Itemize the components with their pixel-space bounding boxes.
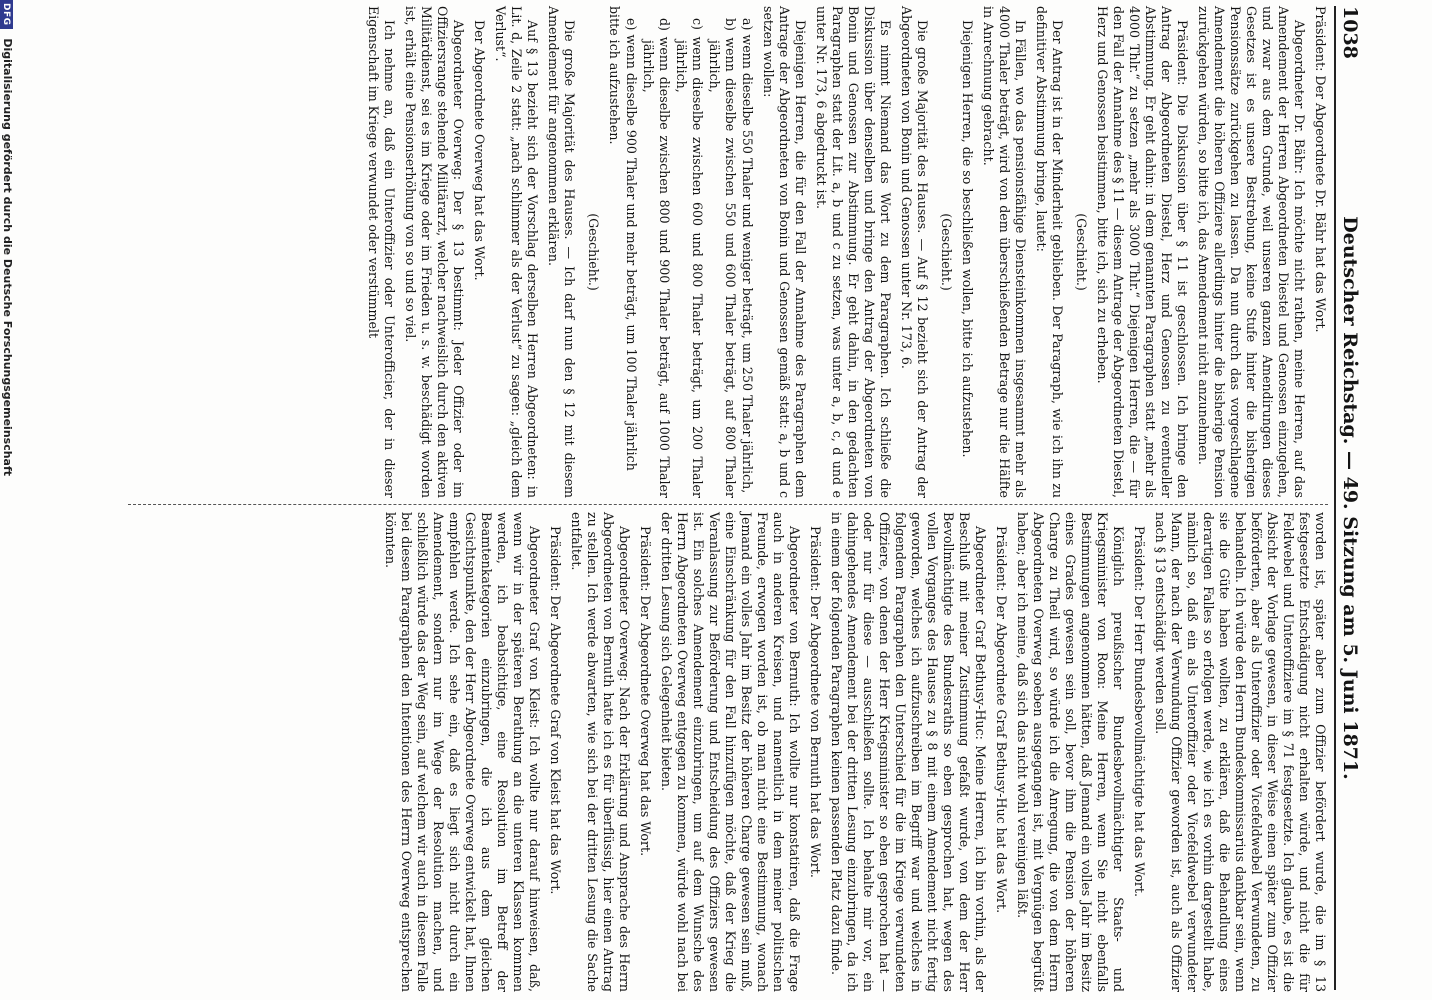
paragraph: Abgeordneter Graf Bethusy-Huc: Meine Herren, ich bin vorhin, als der Beschluß mit meiner Zustimmung gefaßt wurde, von dem der Herr Bevollmächtigte des Bundesraths so eben gesprochen hat, wegen des vollen Vorganges des Hauses zu § 8 mit einem Amendement nicht fertig geworden, welches ich aufzuschreiben im Begriff war und welches in folgendem Paragraphen den Unterschied für die im Kriege verwundeten Offiziere, von denen der Herr Kriegsminister so eben gesprochen hat — oder nur für diese — ausschließen sollte. Ich behalte mir vor, ein dahingehendes Amendement bei der dritten Lesung einzubringen, da ich in einem der folgenden Paragraphen keinen passenden Platz dazu finde. bbox=[829, 512, 988, 992]
quoted-paragraph: In Fällen, wo das pensionsfähige Diensteinkommen insgesammt mehr als 4000 Thaler beträgt, wird von dem überschießenden Betrage nur die Hälfte in Anrechnung gebracht. bbox=[981, 6, 1028, 498]
paragraph: Auf § 13 bezieht sich der Vorschlag derselben Herren Abgeordneten: in Lit. d, Zeile 2 statt: „nach schlimmer als der Verlust“ zu sagen: „gleich dem Verlust“. bbox=[493, 6, 540, 498]
column-divider bbox=[128, 504, 1328, 506]
list-item: c) wenn dieselbe zwischen 600 und 800 Thaler beträgt, um 200 Thaler jährlich, bbox=[674, 18, 705, 498]
paragraph: Abgeordneter Overweg: Nach der Erklärung und Ansprache des Herrn Abgeordneten von Bernuth hatte ich es für überflüssig, hier einen Antrag zu stellen. Ich werde abwarten, wie sich bei der dritten Lesung die Sache entfaltet. bbox=[569, 512, 632, 992]
paragraph: Diejenigen Herren, die für den Fall der Annahme des Paragraphen dem Antrage der Abgeordneten von Bonin und Genossen gemäß statt: a, b und c setzen wollen: bbox=[761, 6, 808, 498]
paragraph: Die große Majorität des Hauses. — Ich darf nun den § 12 mit diesem Amendement für angenommen erklären. bbox=[546, 6, 577, 498]
page-number: 1038 bbox=[1339, 6, 1361, 59]
stage-direction: (Geschieht.) bbox=[1074, 213, 1089, 291]
paragraph: Der Antrag ist in der Minderheit geblieben. Der Paragraph, wie ich ihn zu definitiver Abstimmung bringe, lautet: bbox=[1034, 6, 1065, 498]
left-column bbox=[360, 6, 1328, 498]
paragraph: Präsident: Der Herr Bundesbevollmächtigte hat das Wort. bbox=[1132, 526, 1147, 897]
publication-title: Deutscher Reichstag. — 49. Sitzung am 5. Juni 1871. bbox=[1339, 216, 1361, 780]
stage-direction: (Geschieht.) bbox=[939, 213, 954, 291]
dfg-logo: DFG bbox=[0, 0, 13, 29]
paragraph: Der Abgeordnete Overweg hat das Wort. bbox=[472, 20, 487, 281]
paragraph: bitte ich aufzustehen. bbox=[607, 6, 622, 145]
paragraph: Die große Majorität des Hauses. — Auf § 12 bezieht sich der Antrag der Abgeordneten von Bonin und Genossen unter Nr. 173, 6. bbox=[899, 6, 930, 498]
stage-direction: (Geschieht.) bbox=[586, 213, 601, 291]
right-column bbox=[377, 512, 1328, 992]
paragraph: Präsident: Der Abgeordnete Overweg hat das Wort. bbox=[638, 526, 653, 857]
digitization-footer bbox=[0, 0, 14, 1000]
paragraph: Abgeordneter Dr. Bähr: Ich möchte nicht rathen, meine Herren, auf das Amendement der Herren Abgeordneten Diestel und Genossen einzugehen, und zwar aus dem Grunde, weil unseren ganzen Amendirungen dieses Gesetzes ist es unsere Bestrebung, keine Stufe hinter die bisherigen Pensionssätze zurückgehen zu lassen. Da nun durch das vorgeschlagene Amendement die höheren Offiziere allerdings hinter die bisherige Pension zurückgehen würden, so bitte ich, das Amendement nicht anzunehmen. bbox=[1196, 6, 1307, 498]
paragraph: Abgeordneter von Bernuth: Ich wollte nur konstatiren, daß die Frage auch in anderen Kreisen, und namentlich in dem meiner politischen Freunde, erwogen worden ist, ob man nicht eine Bestimmung, wonach Jemand ein volles Jahr im Besitz der höheren Charge gewesen sein muß, eine Einschränkung für den Fall hinzufügen möchte, daß der Krieg die Veranlassung zur Beförderung und Entscheidung des Offiziers gewesen ist. Ein solches Amendement einzubringen, um auf dem Wunsche des Herrn Abgeordneten Overweg entgegen zu kommen, würde wohl nach bei der dritten Lesung sich Gelegenheit bieten. bbox=[659, 512, 802, 992]
page-header bbox=[1334, 6, 1364, 990]
paragraph: Präsident: Der Abgeordnete Dr. Bähr hat das Wort. bbox=[1313, 6, 1328, 333]
paragraph: Abgeordneter Graf von Kleist: Ich wollte nur darauf hinweisen, daß, wenn wir in der späteren Berathung an die unteren Klassen kommen werden, ich beabsichtige, eine Resolution im Betreff der Beamtenkategorien einzubringen, die ich aus dem gleichen Gesichtspunkte, den der Herr Abgeordnete Overweg entwickelt hat, Ihnen empfehlen werde. Ich sehe ein, daß es liegt sich nicht durch ein Amendement, sondern nur im Wege der Resolution machen, und schließlich würde das der Weg sein, auf welchem wir auch in diesem Falle bei diesem Paragraphen den Intentionen des Herrn Overweg entsprechen könnten. bbox=[383, 512, 542, 992]
footer-text: Digitalisierung gefördert durch die Deutsche Forschungsgemeinschaft bbox=[1, 38, 14, 477]
paragraph: Präsident: Der Abgeordnete von Bernuth hat das Wort. bbox=[808, 526, 823, 878]
paragraph: Abgeordneter Overweg: Der § 13 bestimmt: Jeder Offizier oder im Offiziersrange stehende Militärarzt, welcher nachweislich durch den aktiven Militärdienst, sei es im Kriege oder im Frieden u. s. w. beschädigt worden ist, erhält eine Pensionserhöhung von so und so viel. bbox=[403, 6, 466, 498]
paragraph: Ich nehme an, daß ein Unteroffizier oder Unterofficier, der in dieser Eigenschaft im Kriege verwundet oder verstümmelt bbox=[366, 6, 397, 498]
paragraph: Diejenigen Herren, die so beschließen wollen, bitte ich aufzustehen. bbox=[960, 20, 975, 458]
list-item: e) wenn dieselbe 900 Thaler und mehr beträgt, um 100 Thaler jährlich bbox=[624, 18, 639, 471]
paragraph: Königlich preußischer Bundesbevollmächtigter Staats- und Kriegsminister von Roon: Meine Herren, wenn Sie nicht ebenfalls Bestimmungen angenommen hätten, daß Jemand ein volles Jahr im Besitz eines Grades gewesen sein soll, bevor ihm die Pension der höheren Charge zu Theil wird, so würde ich die Anregung, die von dem Herrn Abgeordneten Overweg soeben ausgegangen ist, mit Vergnügen begrüßt haben; aber ich meine, daß sich das nicht wohl vereinigen läßt. bbox=[1015, 512, 1126, 992]
paragraph: Präsident: Der Abgeordnete Graf Bethusy-Huc hat das Wort. bbox=[994, 526, 1009, 914]
list-item: b) wenn dieselbe zwischen 550 und 600 Thaler beträgt, auf 800 Thaler jährlich, bbox=[707, 18, 738, 498]
paragraph: Präsident: Der Abgeordnete Graf von Kleist hat das Wort. bbox=[548, 526, 563, 895]
list-item: a) wenn dieselbe 550 Thaler und weniger beträgt, um 250 Thaler jährlich, bbox=[740, 18, 755, 494]
paragraph: Es nimmt Niemand das Wort zu dem Paragraphen. Ich schließe die Diskussion über denselben und bringe den Antrag der Abgeordneten von Bonin und Genossen zur Abstimmung. Er geht dahin, in den gedachten Paragraphen statt der Lit. a, b und c zu setzen, was unter a, b, c, d und e unter Nr. 173, 6 abgedruckt ist. bbox=[814, 6, 893, 498]
list-item: d) wenn dieselbe zwischen 800 und 900 Thaler beträgt, auf 1000 Thaler jährlich, bbox=[641, 18, 672, 498]
paragraph: worden ist, später aber zum Offizier befördert wurde, die im § 13 festgesetzte Entschädigung nicht erhalten würde, und nicht die für Feldwebel und Unteroffiziere im § 71 festgesetzte. Ich glaube, es ist die Absicht der Vorlage gewesen, in dieser Weise einen später zum Offizier beförderten, aber als Unteroffizier oder Vicefeldwebel Verwundeten, zu behandeln. Ich würde den Herrn Bundeskommissarius dankbar sein, wenn sie die Güte haben wollten, zu erklären, daß die Behandlung eines derartigen Falles so erfolgen werde, wie ich es vorhin dargestellt habe, nämlich so, daß ein als Unteroffizier oder Vicefeldwebel verwundeter Mann, der nach der Verwundung Offizier geworden ist, auch als Offizier nach § 13 entschädigt werden soll. bbox=[1153, 512, 1328, 992]
paragraph: Präsident: Die Diskussion über § 11 ist geschlossen. Ich bringe den Antrag der Abgeordneten Diestel, Herz und Genossen zu eventueller Abstimmung. Er geht dahin: in dem genannten Paragraphen statt „mehr als 4000 Thlr.“ zu setzen „mehr als 3000 Thlr.“ Diejenigen Herren, die — für den Fall der Annahme des § 11 — diesem Antrage der Abgeordneten Diestel, Herz und Genossen beistimmen, bitte ich, sich zu erheben. bbox=[1095, 6, 1190, 498]
